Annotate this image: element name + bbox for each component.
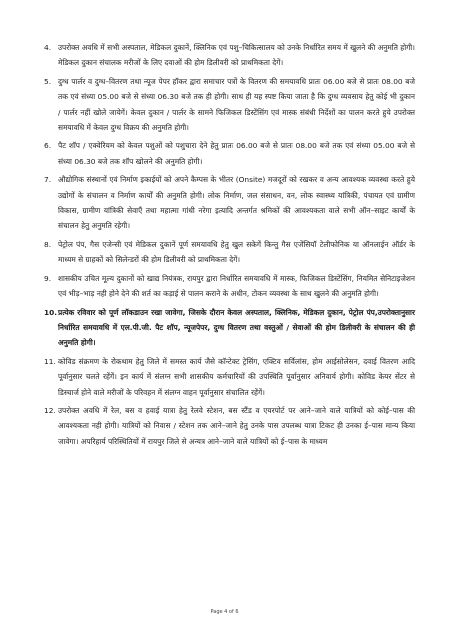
list-item-9 [44,271,415,302]
list-item-4 [44,40,415,71]
item-text: उपरोक्त अवधि में सभी अस्पताल, मेडिकल दुकानें, क्लिनिक एवं पशु–चिकित्सालय को उनके निर्धारित समय में खुलने की अनुमति होगी। मेडिकल दुकान संचालक मरीजों के लिए दवाओं की होम डिलीवरी को प्राथमिकता देगें। [58,43,415,68]
item-text: दुग्ध पार्लर व दुग्ध–वितरण तथा न्यूज पेपर हॉकर द्वारा समाचार पत्रों के वितरण की समयावधि प्रातः 06.00 बजे से प्रातः 08.00 बजे तक एवं संध्या 05.00 बजे से संध्या 06.30 बजे तक ही होगी। साथ ही यह स्पष्ट किया जाता है कि दुग्ध व्यवसाय हेतु कोई भी दुकान / पार्लर नहीं खोले जायेगें। केवल दुकान / पार्लर के सामने फिजिकल डिस्टेंसिंग एवं मास्क संबंधी निर्देशों का पालन करते हुये उपरोक्त समयावधि में केवल दुग्ध विक्रय की अनुमति होगी। [58,76,415,133]
list-item-10 [44,305,415,351]
item-number: 12. [44,405,56,415]
list-item-8 [44,237,415,268]
list-item-12 [44,403,415,449]
item-list [44,40,415,449]
list-item-5 [44,74,415,136]
item-text: शासकीय उचित मूल्य दुकानों को खाद्य नियंत्रक, रायपुर द्वारा निर्धारित समयावधि में मास्क, फिजिकल डिस्टेंसिंग, नियमित सेनिटाइजेशन एवं भीड़–भाड़ नही होने देने की शर्त का कड़ाई से पालन कराने के अधीन, टोकन व्यवस्था के साथ खुलने की अनुमति होगी। [58,273,415,299]
list-item-7 [44,172,415,234]
item-text: पैट शॉप / एक्वेरियम को केवल पशुओं को पशुचारा देने हेतु प्रातः 06.00 बजे से प्रातः 08.00 बजे तक एवं संध्या 05.00 बजे से संध्या 06.30 बजे तक शॉप खोलने की अनुमति होगी। [58,141,415,166]
item-number: 7. [44,175,52,185]
item-number: 10. [44,307,58,317]
list-item-6 [44,138,415,169]
item-text: कोविड संक्रमण के रोकथाम हेतु जिले में समस्त कार्य जैसे कॉन्टेक्ट ट्रेसिंग, एक्टिव सर्विलांस, होम आईसोलेसन, दवाई वितरण आदि पूर्वानुसार चलते रहेंगें। इन कार्य में संलग्न सभी शासकीय कर्मचारियों की उपस्थिति पूर्वानुसार अनिवार्य होगी। कोविड केयर सेंटर से डिस्चार्ज होने वाले मरीजों के परिवहन में संलग्न वाहन पूर्वानुसार संचालित रहेंगें। [58,356,415,397]
item-number: 9. [44,273,52,283]
item-text: उपरोक्त अवधि में रेल, बस व हवाई यात्रा हेतु रेलवे स्टेशन, बस स्टैंड व एयरपोर्ट पर आने–जाने वाले यात्रियों को कोई–पास की आवश्यकता नही होगी। यात्रियों को निवास / स्टेशन तक आने–जाने हेतु उनके पास उपलब्ध यात्रा टिकट ही उनका ई–पास मान्य किया जावेगा। अपरिहार्य परिस्थितियों में रायपुर जिले से अन्यत्र आने–जाने वाले यात्रियों को ई–पास के माध्यम [58,405,415,446]
page-number: Page 4 of 6 [210,609,239,615]
item-number: 11. [44,356,56,366]
item-number: 4. [44,43,52,52]
item-text: प्रत्येक रविवार को पूर्ण लॉकडाउन रखा जावेगा, जिसके दौरान केवल अस्पताल, क्लिनिक, मेडिकल दुकान, पेट्रोल पंप,उपरोक्तानुसार निर्धारित समयावधि में एल.पी.जी. पैट शॉप, न्यूजपेपर, दुग्ध वितरण तथा वस्तुओं / सेवाओं की होम डिलीवरी के संचालन की ही अनुमति होगी। [58,307,415,348]
item-text: पेट्रोल पंप, गैस एजेन्सी एवं मेडिकल दुकानें पूर्ण समयावधि हेतु खुल सकेगें किन्तु गैस एजेंसियॉ टेलीफोनिक या ऑनलाईन ऑर्डर के माध्यम से ग्राहकों को सिलेन्डरों की होम डिलीवरी को प्राथमिकता देगें। [58,239,415,265]
item-number: 8. [44,239,52,249]
list-item-11 [44,354,415,400]
item-number: 5. [44,76,52,86]
item-text: औद्योगिक संस्थानों एवं निर्माण इकाईयों को अपने कैम्पस के भीतर (Onsite) मजदूरों को रखकर व अन्य आवश्यक व्यवस्था करते हुये उद्योगों के संचालन व निर्माण कार्यों की अनुमति होगी। लोक निर्माण, जल संसाधन, वन, लोक स्वास्थ्य यांत्रिकी, पंचायत एवं ग्रामीण विकास, ग्रामीण यांत्रिकी सेवाएँ तथा महात्मा गांधी नरेगा इत्यादि अन्तर्गत श्रमिकों की आवश्यकता वाले सभी ऑन–साइट कार्यों के संचालन हेतु अनुमति रहेगी। [58,175,415,231]
item-number: 6. [44,141,52,151]
